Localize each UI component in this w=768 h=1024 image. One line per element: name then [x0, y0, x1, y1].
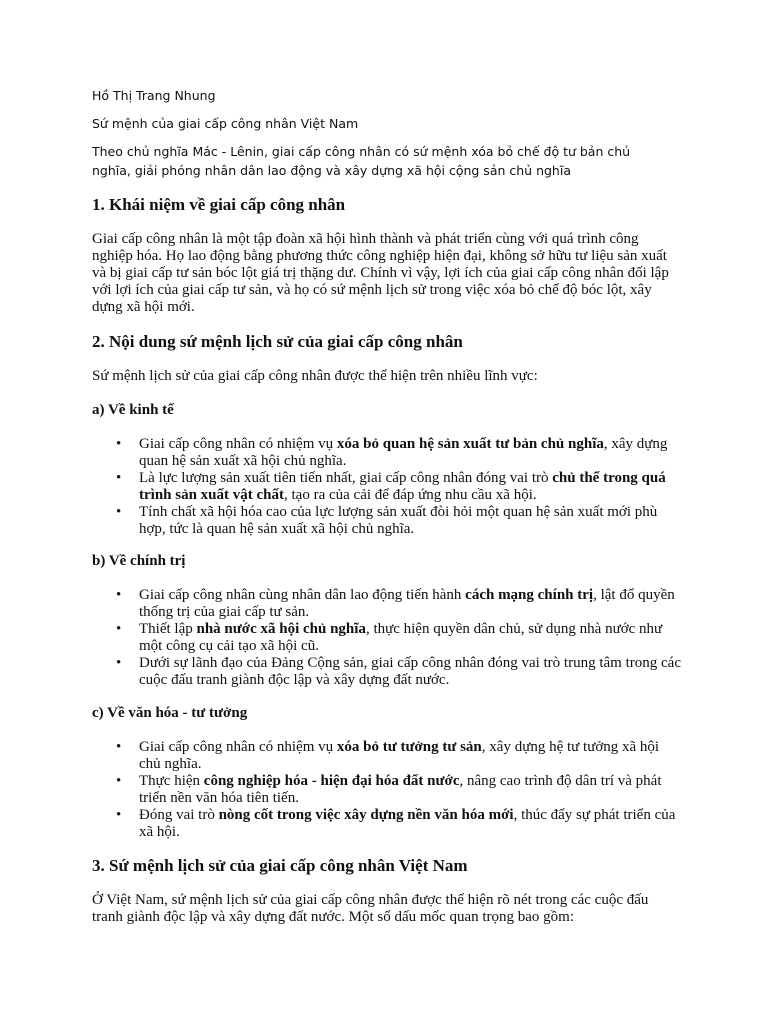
list-item: • Giai cấp công nhân có nhiệm vụ xóa bỏ quan hệ sản xuất tư bản chủ nghĩa, xây dựng quan hệ sản xuất xã hội chủ nghĩa. — [92, 436, 682, 470]
list-item: • Thiết lập nhà nước xã hội chủ nghĩa, thực hiện quyền dân chủ, sử dụng nhà nước như một công cụ cải tạo xã hội cũ. — [92, 621, 682, 655]
list-item: • Đóng vai trò nòng cốt trong việc xây dựng nền văn hóa mới, thúc đẩy sự phát triển của xã hội. — [92, 807, 682, 841]
author-name: Hồ Thị Trang Nhung — [92, 88, 216, 103]
section-2-heading: 2. Nội dung sứ mệnh lịch sử của giai cấp công nhân — [92, 332, 463, 351]
list-item: • Giai cấp công nhân cùng nhân dân lao động tiến hành cách mạng chính trị, lật đổ quyền thống trị của giai cấp tư sản. — [92, 587, 682, 621]
intro-paragraph: Theo chủ nghĩa Mác - Lênin, giai cấp công nhân có sứ mệnh xóa bỏ chế độ tư bản chủ nghĩa, giải phóng nhân dân lao động và xây dựng xã hội cộng sản chủ nghĩa — [92, 144, 631, 178]
list-item: • Giai cấp công nhân có nhiệm vụ xóa bỏ tư tưởng tư sản, xây dựng hệ tư tưởng xã hội chủ nghĩa. — [92, 739, 682, 773]
politics-list — [92, 587, 682, 689]
section-1-heading: 1. Khái niệm về giai cấp công nhân — [92, 195, 346, 214]
section-3-body: Ở Việt Nam, sứ mệnh lịch sử của giai cấp công nhân được thể hiện rõ nét trong các cuộc đấu tranh giành độc lập và xây dựng đất nước. Một số dấu mốc quan trọng bao gồm: — [92, 892, 649, 925]
politics-heading: b) Về chính trị — [92, 553, 186, 569]
economy-list — [92, 436, 682, 538]
list-item: • Dưới sự lãnh đạo của Đảng Cộng sản, giai cấp công nhân đóng vai trò trung tâm trong các cuộc đấu tranh giành độc lập và xây dựng đất nước. — [92, 655, 682, 689]
economy-heading: a) Về kinh tế — [92, 402, 174, 418]
list-item: • Tính chất xã hội hóa cao của lực lượng sản xuất đòi hỏi một quan hệ sản xuất mới phù hợp, tức là quan hệ sản xuất xã hội chủ nghĩa. — [92, 504, 682, 538]
section-2-intro: Sứ mệnh lịch sử của giai cấp công nhân được thể hiện trên nhiều lĩnh vực: — [92, 368, 538, 384]
section-3-heading: 3. Sứ mệnh lịch sử của giai cấp công nhân Việt Nam — [92, 856, 468, 875]
list-item: • Thực hiện công nghiệp hóa - hiện đại hóa đất nước, nâng cao trình độ dân trí và phát triển nền văn hóa tiên tiến. — [92, 773, 682, 807]
section-1-body: Giai cấp công nhân là một tập đoàn xã hội hình thành và phát triển cùng với quá trình công nghiệp hóa. Họ lao động bằng phương thức công nghiệp hiện đại, không sở hữu tư liệu sản xuất và bị giai cấp tư sản bóc lột giá trị thặng dư. Chính vì vậy, lợi ích của giai cấp công nhân đối lập với lợi ích của giai cấp tư sản, và họ có sứ mệnh lịch sử trong việc xóa bỏ chế độ bóc lột, xây dựng xã hội mới. — [92, 231, 669, 315]
culture-list — [92, 739, 682, 841]
document-title: Sứ mệnh của giai cấp công nhân Việt Nam — [92, 116, 359, 131]
list-item: • Là lực lượng sản xuất tiên tiến nhất, giai cấp công nhân đóng vai trò chủ thể trong quá trình sản xuất vật chất, tạo ra của cải để đáp ứng nhu cầu xã hội. — [92, 470, 682, 504]
culture-heading: c) Về văn hóa - tư tưởng — [92, 705, 248, 721]
